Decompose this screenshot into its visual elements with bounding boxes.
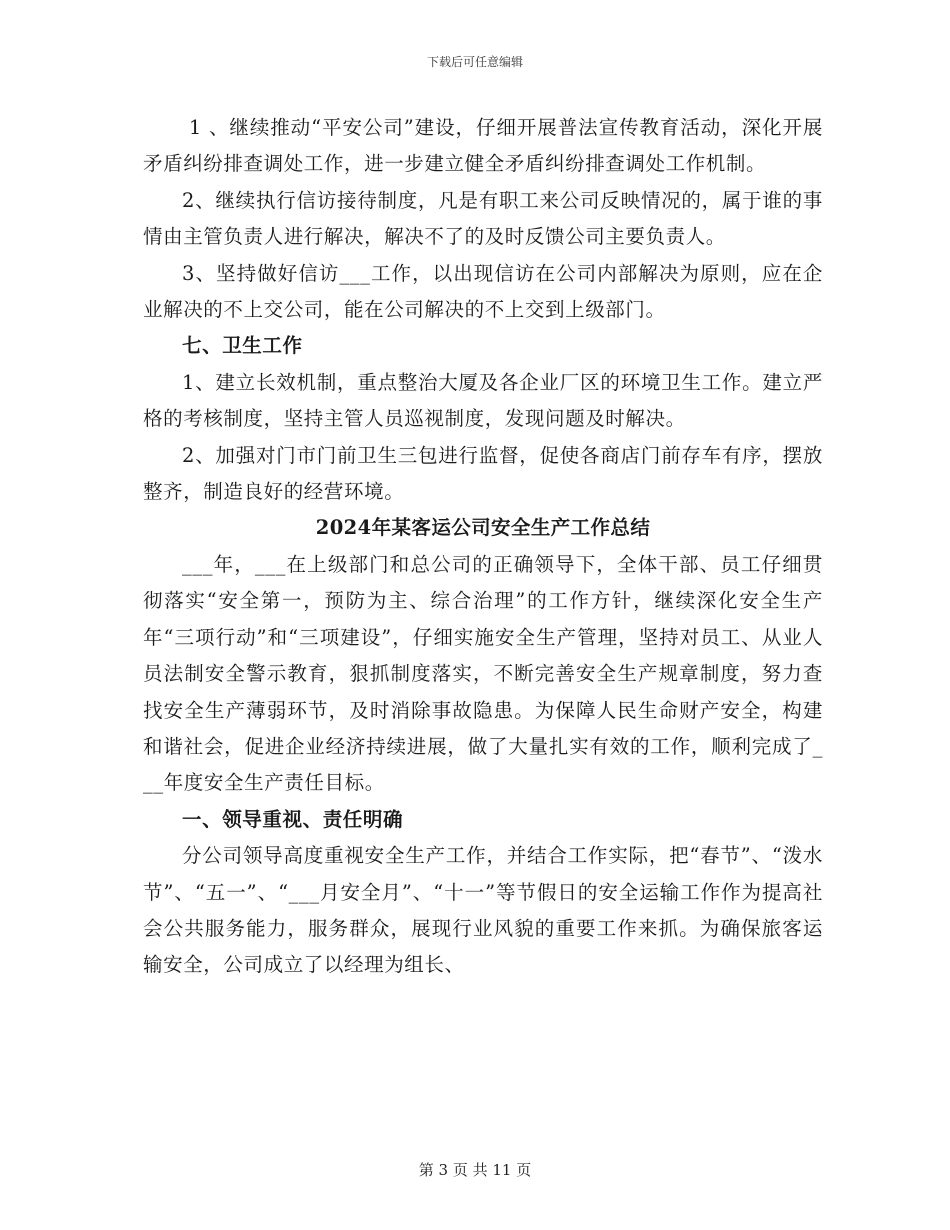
report-intro-paragraph: ___年，___在上级部门和总公司的正确领导下，全体干部、员工仔细贯彻落实“安全第一，预防为主、综合治理”的工作方针，继续深化安全生产年“三项行动”和“三项建设”，仔细实施安全生产管理，坚持对员工、从业人员法制安全警示教育，狠抓制度落实，不断完善安全生产规章制度，努力查找安全生产薄弱环节，及时消除事故隐患。为保障人民生命财产安全，构建和谐社会，促进企业经济持续进展，做了大量扎实有效的工作，顺利完成了___年度安全生产责任目标。 [143, 552, 823, 795]
section-heading-hygiene: 七、卫生工作 [182, 334, 303, 358]
paragraph-item-3: 3、坚持做好信访___工作，以出现信访在公司内部解决为原则，应在企业解决的不上交公司，能在公司解决的不上交到上级部门。 [143, 261, 823, 322]
page-number: 第 3 页 共 11 页 [418, 1161, 532, 1179]
leadership-paragraph: 分公司领导高度重视安全生产工作，并结合工作实际，把“春节”、“泼水节”、“五一”、“___月安全月”、“十一”等节假日的安全运输工作作为提高社会公共服务能力，服务群众，展现行业风貌的重要工作来抓。为确保旅客运输安全，公司成立了以经理为组长、 [143, 844, 823, 977]
document-body [143, 110, 823, 984]
paragraph-item-2: 2、继续执行信访接待制度，凡是有职工来公司反映情况的，属于谁的事情由主管负责人进行解决，解决不了的及时反馈公司主要负责人。 [143, 188, 823, 249]
hygiene-paragraph-1: 1、建立长效机制，重点整治大厦及各企业厂区的环境卫生工作。建立严格的考核制度，坚持主管人员巡视制度，发现问题及时解决。 [143, 370, 823, 431]
hygiene-paragraph-2: 2、加强对门市门前卫生三包进行监督，促使各商店门前存车有序，摆放整齐，制造良好的经营环境。 [143, 443, 823, 504]
paragraph-item-1: 1 、继续推动“平安公司”建设，仔细开展普法宣传教育活动，深化开展矛盾纠纷排查调处工作，进一步建立健全矛盾纠纷排查调处工作机制。 [143, 116, 823, 176]
section-heading-leadership: 一、领导重视、责任明确 [182, 807, 404, 831]
page-header-note: 下载后可任意编辑 [426, 55, 523, 69]
report-title: 2024年某客运公司安全生产工作总结 [315, 516, 651, 540]
